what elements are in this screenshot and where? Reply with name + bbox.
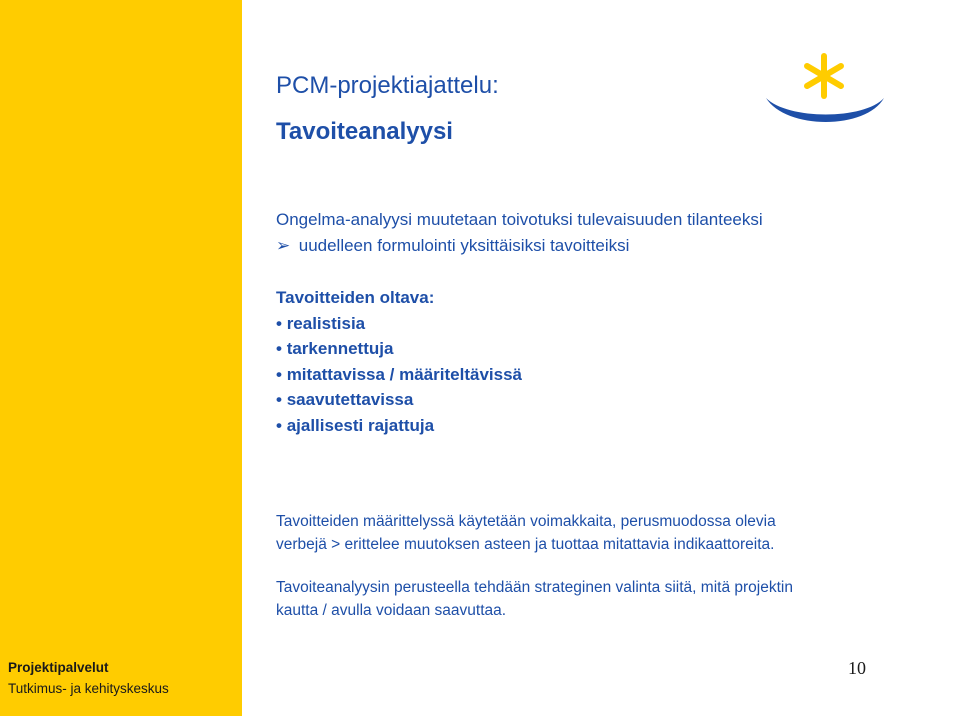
slide-title: PCM-projektiajattelu: — [276, 72, 499, 99]
list-item: • realistisia — [276, 313, 366, 333]
list-item: • saavutettavissa — [276, 390, 414, 409]
arrow-bullet-icon: ➢ — [276, 236, 291, 255]
page-number: 10 — [848, 658, 866, 678]
footer-org: Projektipalvelut — [8, 660, 109, 675]
intro-line: uudelleen formulointi yksittäisiksi tavoitteiksi — [298, 236, 630, 255]
bullet-icon: • — [276, 364, 282, 384]
bullet-icon: • — [276, 313, 282, 333]
sun-logo-icon — [760, 48, 890, 145]
bullet-icon: • — [276, 415, 282, 435]
criteria-list — [276, 285, 522, 438]
list-item: • ajallisesti rajattuja — [276, 415, 435, 435]
intro-arrow-line — [276, 233, 763, 259]
bullet-icon: • — [276, 339, 282, 358]
yellow-side-band — [0, 0, 242, 716]
criteria-heading: Tavoitteiden oltava: — [276, 288, 435, 307]
paragraph-verbs: Tavoitteiden määrittelyssä käytetään voimakkaita, perusmuodossa olevia verbejä > erittelee muutoksen asteen ja tuottaa mitattavia indikaattoreita. — [276, 513, 776, 553]
list-item: • tarkennettuja — [276, 339, 394, 358]
intro-text — [276, 207, 763, 259]
footer-unit: Tutkimus- ja kehityskeskus — [8, 681, 169, 696]
paragraph-strategy: Tavoiteanalyysin perusteella tehdään strateginen valinta siitä, mitä projektin kautta / avulla voidaan saavuttaa. — [276, 579, 793, 619]
list-item: • mitattavissa / määriteltävissä — [276, 364, 522, 384]
intro-line: Ongelma-analyysi muutetaan toivotuksi tulevaisuuden tilanteeksi — [276, 210, 763, 229]
bullet-icon: • — [276, 390, 282, 409]
slide-subtitle: Tavoiteanalyysi — [276, 118, 453, 145]
